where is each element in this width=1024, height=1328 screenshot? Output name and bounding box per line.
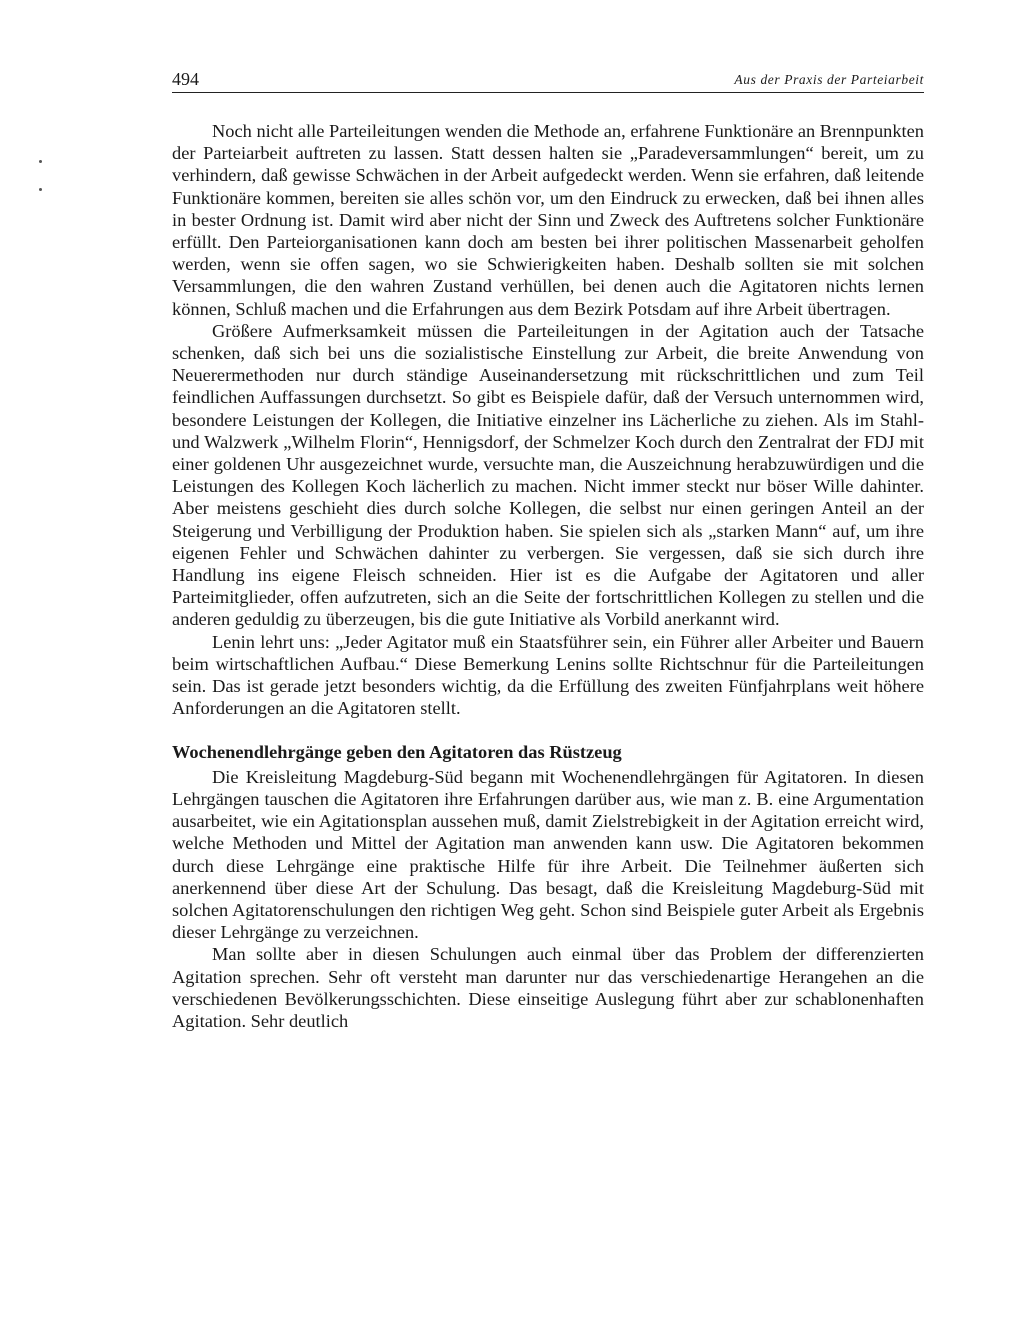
body-text <box>172 120 924 1032</box>
page-number: 494 <box>172 69 199 89</box>
page-header <box>172 44 924 93</box>
scan-speck <box>39 160 42 163</box>
paragraph-3: Lenin lehrt uns: „Jeder Agitator muß ein Staatsführer sein, ein Führer aller Arbeiter und Bauern beim wirtschaftlichen Aufbau.“ Diese Bemerkung Lenins sollte Richtschnur für die Parteileitungen sein. Das ist gerade jetzt besonders wichtig, da die Erfüllung des zweiten Fünfjahrplans weit höhere Anforderungen an die Agitatoren stellt. <box>172 631 924 719</box>
scan-speck <box>39 188 42 191</box>
paragraph-2: Größere Aufmerksamkeit müssen die Parteileitungen in der Agitation auch der Tatsache schenken, daß sich bei uns die sozialistische Einstellung zur Arbeit, die breite Anwendung von Neuerermethoden nur durch ständige Auseinandersetzung mit rückschrittlichen und zum Teil feindlichen Auffassungen durchsetzt. So gibt es Beispiele dafür, daß der Versuch unternommen wird, besondere Leistungen der Kollegen, die Initiative einzelner ins Lächerliche zu ziehen. Als im Stahl- und Walzwerk „Wilhelm Florin“, Hennigsdorf, der Schmelzer Koch durch den Zentralrat der FDJ mit einer goldenen Uhr ausgezeichnet wurde, versuchte man, die Auszeichnung herabzuwürdigen und die Leistungen des Kollegen Koch lächerlich zu machen. Nicht immer steckt nur böser Wille dahinter. Aber meistens geschieht dies durch solche Kollegen, die selbst nur einen geringen Anteil an der Steigerung und Verbilligung der Produktion haben. Sie spielen sich als „starken Mann“ auf, um ihre eigenen Fehler und Schwächen dahinter zu verbergen. Sie vergessen, daß sie sich durch ihre Handlung ins eigene Fleisch schneiden. Hier ist es die Aufgabe der Agitatoren und aller Parteimitglieder, offen aufzutreten, sich an die Seite der fortschrittlichen Kollegen zu stellen und die anderen geduldig zu überzeugen, bis die gute Initiative als Vorbild anerkannt wird. <box>172 320 924 630</box>
paragraph-1: Noch nicht alle Parteileitungen wenden die Methode an, erfahrene Funktionäre an Brennpunkten der Parteiarbeit auftreten zu lassen. Statt dessen halten sie „Paradeversammlungen“ bereit, um zu verhindern, daß gewisse Schwächen in der Arbeit aufgedeckt werden. Wenn sie erfahren, daß leitende Funktionäre kommen, bereiten sie alles schön vor, um den Eindruck zu erwecken, daß bei ihnen alles in bester Ordnung ist. Damit wird aber nicht der Sinn und Zweck des Auftretens solcher Funktionäre erfüllt. Den Parteiorganisationen kann doch am besten bei ihrer politischen Massenarbeit geholfen werden, wenn sie offen sagen, wo sie Schwierigkeiten haben. Deshalb sollten sie mit solchen Versammlungen, die den wahren Zustand verhüllen, bei denen auch die Agitatoren nichts lernen können, Schluß machen und die Erfahrungen aus dem Bezirk Potsdam auf ihre Arbeit übertragen. <box>172 121 924 319</box>
section-heading: Wochenendlehrgänge geben den Agitatoren das Rüstzeug <box>172 742 622 763</box>
section-paragraph-1: Die Kreisleitung Magdeburg-Süd begann mit Wochenendlehrgängen für Agitatoren. In diesen Lehrgängen tauschen die Agitatoren ihre Erfahrungen darüber aus, wie man z. B. eine Argumentation ausarbeitet, wie ein Agitationsplan aussehen muß, damit Zielstrebigkeit in der Agitation erreicht wird, welche Methoden und Mittel der Agitation man anwenden kann usw. Die Agitatoren bekommen durch diese Lehrgänge eine praktische Hilfe für ihre Arbeit. Die Teilnehmer äußerten sich anerkennend über diese Art der Schulung. Das besagt, daß die Kreisleitung Magdeburg-Süd mit solchen Agitatorenschulungen den richtigen Weg geht. Schon sind Beispiele guter Arbeit als Ergebnis dieser Lehrgänge zu verzeichnen. <box>172 766 924 943</box>
section-paragraph-2: Man sollte aber in diesen Schulungen auch einmal über das Problem der differenzierten Agitation sprechen. Sehr oft versteht man darunter nur das verschiedenartige Herangehen an die verschiedenen Bevölkerungsschichten. Diese einseitige Auslegung führt aber zur schablonenhaften Agitation. Sehr deutlich <box>172 944 924 1031</box>
running-head: Aus der Praxis der Parteiarbeit <box>734 72 924 87</box>
